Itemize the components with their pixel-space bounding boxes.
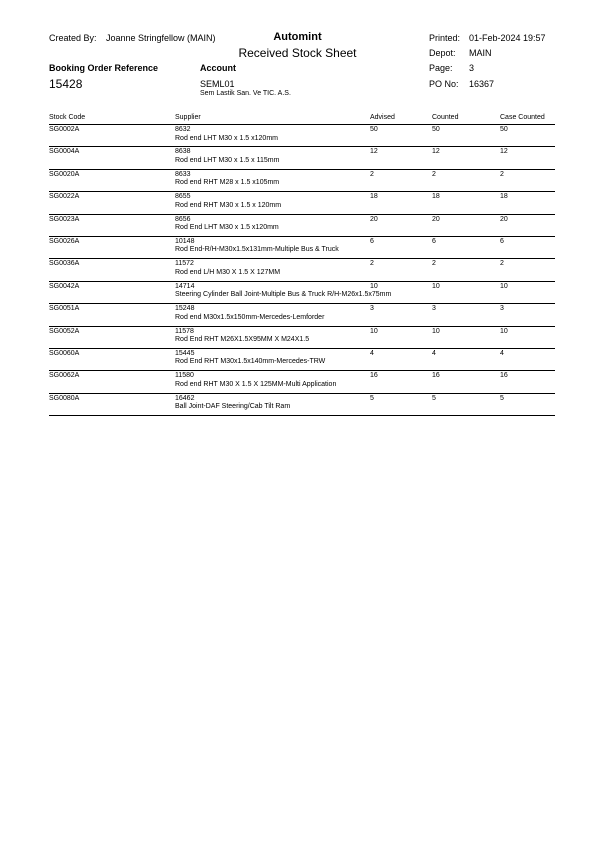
- header-case-counted: Case Counted: [500, 114, 545, 121]
- counted-qty: 50: [432, 126, 440, 133]
- stock-code: SG0080A: [49, 394, 80, 402]
- stock-table: [49, 114, 555, 416]
- case-counted-qty: 20: [500, 215, 508, 223]
- header-advised: Advised: [370, 114, 395, 121]
- table-row: [49, 170, 555, 192]
- case-counted-qty: 2: [500, 260, 504, 268]
- supplier-code: 14714: [175, 282, 195, 290]
- stock-code: SG0004A: [49, 148, 80, 156]
- counted-qty: 2: [432, 260, 436, 268]
- advised-qty: 4: [370, 349, 374, 357]
- stock-code: SG0036A: [49, 260, 80, 268]
- booking-order-label: Booking Order Reference: [49, 63, 159, 73]
- stock-code: SG0002A: [49, 126, 80, 133]
- counted-qty: 20: [432, 215, 440, 223]
- case-counted-qty: 4: [500, 349, 504, 357]
- table-row: [49, 192, 555, 214]
- case-counted-qty: 6: [500, 237, 504, 245]
- printed-label: Printed:: [429, 33, 461, 43]
- company-name: Automint: [273, 31, 322, 43]
- stock-code: SG0022A: [49, 193, 80, 201]
- supplier-code: 8655: [175, 193, 191, 201]
- case-counted-qty: 18: [500, 193, 508, 201]
- supplier-code: 15445: [175, 349, 195, 357]
- header-counted: Counted: [432, 114, 459, 121]
- item-description: Rod End RHT M26X1.5X95MM X M24X1.5: [175, 336, 310, 344]
- case-counted-qty: 10: [500, 327, 508, 335]
- supplier-code: 16462: [175, 394, 195, 402]
- supplier-code: 15248: [175, 305, 195, 313]
- advised-qty: 20: [370, 215, 378, 223]
- stock-code: SG0042A: [49, 282, 80, 290]
- item-description: Rod End RHT M30x1.5x140mm-Mercedes-TRW: [175, 358, 326, 366]
- case-counted-qty: 16: [500, 372, 508, 380]
- case-counted-qty: 10: [500, 282, 508, 290]
- counted-qty: 10: [432, 282, 440, 290]
- table-row: [49, 259, 555, 281]
- stock-code: SG0026A: [49, 237, 80, 245]
- po-value: 16367: [469, 79, 495, 89]
- created-by-label: Created By:: [49, 33, 97, 43]
- supplier-code: 11578: [175, 327, 194, 335]
- supplier-code: 8656: [175, 215, 191, 223]
- counted-qty: 12: [432, 148, 440, 156]
- advised-qty: 6: [370, 237, 374, 245]
- case-counted-qty: 2: [500, 170, 504, 178]
- supplier-code: 8632: [175, 126, 191, 133]
- item-description: Rod end LHT M30 x 1.5 x120mm: [175, 134, 278, 142]
- table-row: [49, 147, 555, 169]
- counted-qty: 2: [432, 170, 436, 178]
- page-value: 3: [469, 63, 475, 73]
- table-header: [49, 114, 555, 125]
- item-description: Steering Cylinder Ball Joint-Multiple Bus & Truck R/H-M26x1.5x75mm: [175, 291, 392, 299]
- stock-code: SG0051A: [49, 305, 80, 313]
- account-label: Account: [200, 63, 236, 73]
- advised-qty: 2: [370, 170, 374, 178]
- item-description: Rod End-R/H-M30x1.5x131mm-Multiple Bus & Truck: [175, 246, 339, 254]
- case-counted-qty: 50: [500, 126, 508, 133]
- item-description: Rod end L/H M30 X 1.5 X 127MM: [175, 268, 281, 276]
- stock-code: SG0062A: [49, 372, 80, 380]
- table-row: [49, 215, 555, 237]
- table-row: [49, 349, 555, 371]
- case-counted-qty: 12: [500, 148, 508, 156]
- counted-qty: 6: [432, 237, 436, 245]
- advised-qty: 3: [370, 305, 374, 313]
- stock-code: SG0023A: [49, 215, 80, 223]
- item-description: Rod end RHT M30 X 1.5 X 125MM-Multi Application: [175, 380, 337, 388]
- supplier-code: 11580: [175, 372, 194, 380]
- advised-qty: 10: [370, 282, 378, 290]
- table-row: [49, 237, 555, 259]
- counted-qty: 16: [432, 372, 440, 380]
- table-row: [49, 394, 555, 416]
- table-row: [49, 125, 555, 147]
- po-label: PO No:: [429, 79, 459, 89]
- table-row: [49, 371, 555, 393]
- counted-qty: 18: [432, 193, 440, 201]
- counted-qty: 5: [432, 394, 436, 402]
- stock-code: SG0060A: [49, 349, 80, 357]
- page-label: Page:: [429, 63, 453, 73]
- counted-qty: 10: [432, 327, 440, 335]
- stock-code: SG0020A: [49, 170, 80, 178]
- account-code: SEML01: [200, 79, 235, 89]
- header-supplier: Supplier: [175, 114, 201, 121]
- advised-qty: 18: [370, 193, 378, 201]
- created-by-value: Joanne Stringfellow (MAIN): [106, 33, 216, 43]
- item-description: Rod end RHT M30 x 1.5 x 120mm: [175, 201, 282, 209]
- depot-value: MAIN: [469, 48, 492, 58]
- header-stock-code: Stock Code: [49, 114, 86, 121]
- item-description: Rod end M30x1.5x150mm-Mercedes-Lemforder: [175, 313, 325, 321]
- supplier-code: 11572: [175, 260, 194, 268]
- table-row: [49, 282, 555, 304]
- case-counted-qty: 5: [500, 394, 504, 402]
- advised-qty: 5: [370, 394, 374, 402]
- advised-qty: 16: [370, 372, 378, 380]
- booking-order-value: 15428: [49, 77, 83, 91]
- account-name: Sem Lastik San. Ve TIC. A.S.: [200, 90, 291, 97]
- table-row: [49, 327, 555, 349]
- table-row: [49, 304, 555, 326]
- item-description: Rod end LHT M30 x 1.5 x 115mm: [175, 156, 280, 164]
- printed-value: 01-Feb-2024 19:57: [469, 33, 546, 43]
- advised-qty: 10: [370, 327, 378, 335]
- item-description: Rod end RHT M28 x 1.5 x105mm: [175, 179, 280, 187]
- item-description: Rod End LHT M30 x 1.5 x120mm: [175, 224, 279, 232]
- advised-qty: 50: [370, 126, 378, 133]
- supplier-code: 8638: [175, 148, 191, 156]
- advised-qty: 12: [370, 148, 378, 156]
- item-description: Ball Joint-DAF Steering/Cab Tilt Ram: [175, 403, 291, 411]
- sheet-title: Received Stock Sheet: [238, 46, 357, 60]
- counted-qty: 3: [432, 305, 436, 313]
- depot-label: Depot:: [429, 48, 456, 58]
- case-counted-qty: 3: [500, 305, 504, 313]
- supplier-code: 10148: [175, 237, 195, 245]
- counted-qty: 4: [432, 349, 436, 357]
- advised-qty: 2: [370, 260, 374, 268]
- stock-code: SG0052A: [49, 327, 80, 335]
- supplier-code: 8633: [175, 170, 191, 178]
